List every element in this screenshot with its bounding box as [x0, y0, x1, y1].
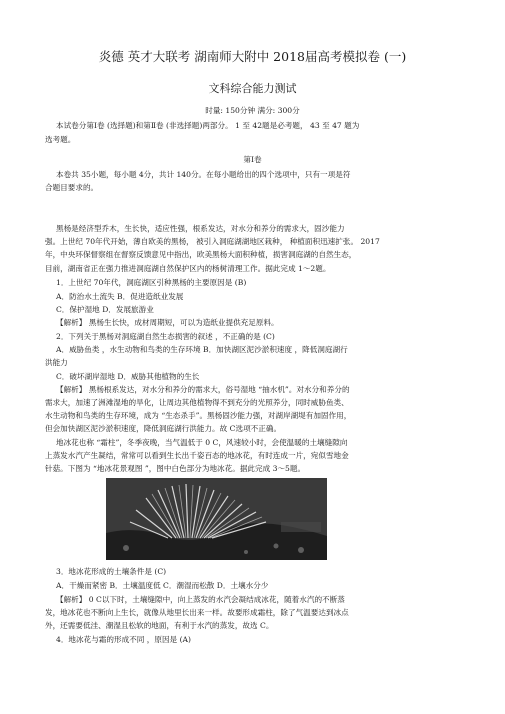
- question-1-stem: 1．上世纪 70年代，洞庭湖区引种黑杨的主要原因是 (B): [56, 278, 247, 287]
- question-3-options: A．干燥而紧密 B．土壤温度低 C．潮湿而松散 D．土壤水分少: [56, 581, 269, 590]
- exam-info-line-1: 本试卷分第Ⅰ卷 (选择题)和第Ⅱ卷 (非选择题)两部分。 1 至 42题是必考题， 43 至 47 题为: [56, 121, 360, 130]
- ice-flower-photo: [106, 478, 327, 560]
- question-2-analysis-4: 但会加快湖区泥沙淤积速度，降低洞庭湖行洪能力。故 C选项不正确。: [45, 424, 282, 433]
- exam-title: 炎德 英才大联考 湖南师大附中 2018届高考模拟卷 (一): [98, 49, 407, 64]
- question-3-stem: 3．地冰花形成的土壤条件是 (C): [56, 567, 167, 576]
- passage2-line-1: 地冰花也称 “霜柱”，冬季夜晚，当气温低于 0 C，风速较小时，会使温暖的土壤缝隙向: [56, 438, 348, 447]
- question-2-analysis-1: 【解析】 黑杨根系发达，对水分和养分的需求大，俗号湿地 “抽水机”。对水分和养分的: [56, 385, 350, 394]
- question-2-options-cd: C．破坏湖岸湿地 D．威胁其他植物的生长: [56, 372, 200, 381]
- ice-flower-illustration: [106, 478, 327, 560]
- section-intro-line-1: 本卷共 35小题，每小题 4分，共计 140分。在每小题给出的四个选项中，只有一项是符: [56, 170, 351, 179]
- question-2-analysis-3: 水生动物和鸟类的生存环境，成为 “生态杀手”。黑杨固沙能力强，对湖岸湖堤有加固作用，: [45, 411, 352, 420]
- question-2-stem: 2．下列关于黑杨对洞庭湖自然生态损害的叙述 ，不正确的是 (C): [56, 332, 275, 341]
- question-1-analysis: 【解析】 黑杨生长快，成材周期短，可以为造纸业提供充足原料。: [56, 318, 279, 327]
- passage-line-1: 黑杨是经济型乔木，生长快，适应性强，根系发达，对水分和养分的需求大，固沙能力: [56, 224, 345, 233]
- question-3-analysis-2: 发，地冰花也不断向上生长，就像从地里长出来一样。故要形成霜柱，除了气温要达到冰点: [45, 608, 349, 617]
- question-2-options-ab: A．威胁鱼类 ，水生动物和鸟类的生存环境 B．加快湖区泥沙淤积速度 ，降低洞庭湖行: [56, 345, 348, 354]
- passage-line-4: 目前，湖南省正在强力推进洞庭湖自然保护区内的杨树清理工作。据此完成 1～2题。: [45, 264, 331, 273]
- exam-subtitle: 文科综合能力测试: [208, 82, 297, 95]
- section-intro-line-2: 合题目要求的。: [45, 183, 99, 192]
- passage2-line-3: 针菇。下图为 “地冰花景观图 ”，图中白色部分为地冰花。据此完成 3～5题。: [45, 464, 306, 473]
- question-3-analysis-1: 【解析】 0 C以下时，土壤缝隙中，向上蒸发的水汽会凝结成冰花，随着水汽的不断蒸: [56, 595, 345, 604]
- section-heading: 第Ⅰ卷: [243, 155, 262, 164]
- passage-line-2: 强。上世纪 70年代开始，薄自欧美的黑杨， 被引入洞庭湖湖地区栽种， 种植面积迅速扩张。 2017: [45, 237, 380, 246]
- passage-line-3: 年，中央环保督察组在督察反馈意见中指出，欧美黑杨大面积种植，损害洞庭湖的自然生态，: [45, 250, 357, 259]
- question-2-analysis-2: 需求大，加速了洲滩湿地的旱化，让周边其他植物得不到充分的光照养分，同时威胁鱼类、: [45, 398, 349, 407]
- question-4-stem: 4．地冰花与霜的形成不同 ，原因是 (A): [56, 635, 191, 644]
- question-3-analysis-3: 外，还需要低洼、潮湿且松软的地面，有利于水汽的蒸发，故选 C。: [45, 621, 274, 630]
- time-score-line: 时量: 150分钟 满分: 300分: [205, 106, 300, 115]
- question-2-options-ab-cont: 洪能力: [45, 358, 68, 367]
- question-1-options-ab: A．防治水土流失 B．促进造纸业发展: [56, 292, 184, 301]
- exam-info-line-2: 选考题。: [45, 135, 76, 144]
- passage2-line-2: 上蒸发水汽产生凝结，常常可以看到生长出千姿百态的地冰花，有时连成一片，宛似雪地金: [45, 451, 349, 460]
- question-1-options-cd: C．保护湿地 D．发展旅游业: [56, 305, 154, 314]
